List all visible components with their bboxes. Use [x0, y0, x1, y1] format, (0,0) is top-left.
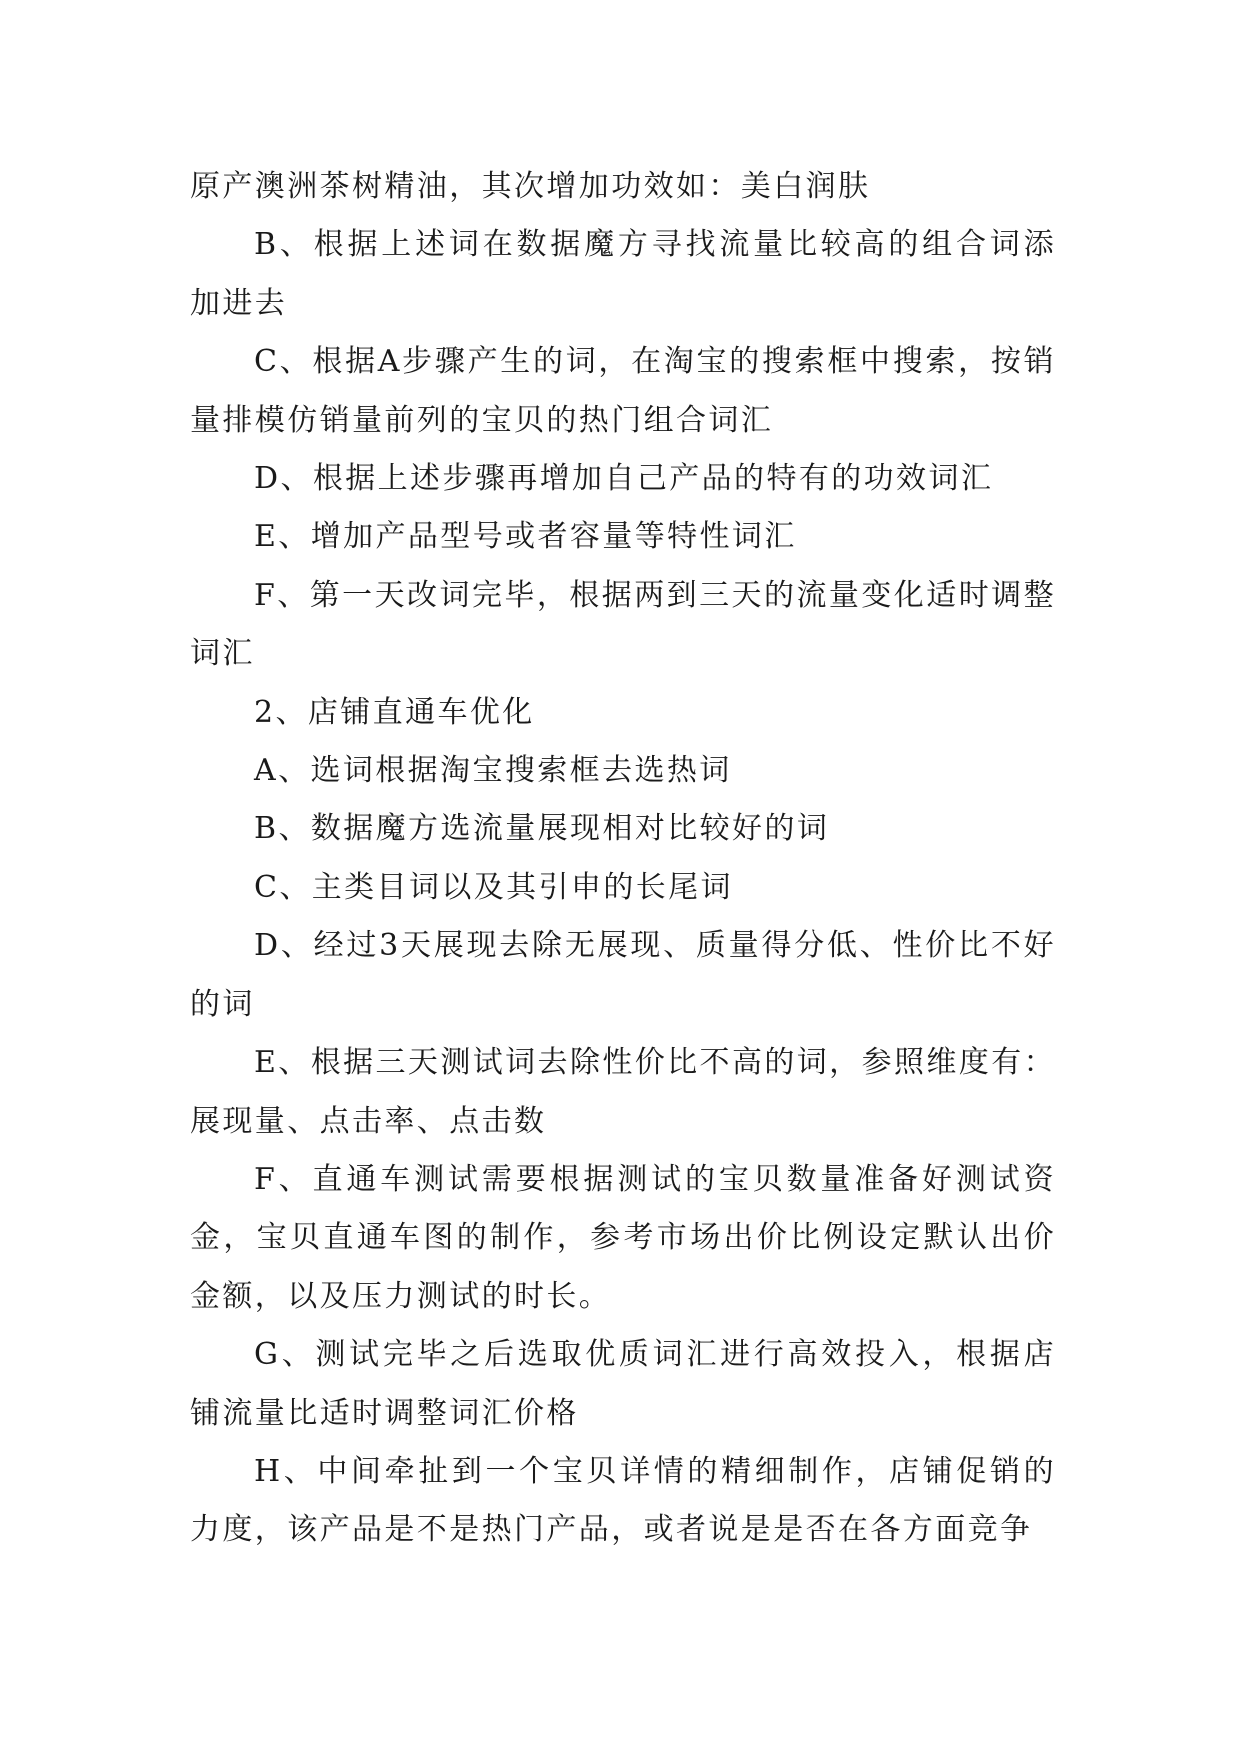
paragraph-car-f: F、直通车测试需要根据测试的宝贝数量准备好测试资金，宝贝直通车图的制作，参考市场出价比例设定默认出价金额，以及压力测试的时长。 [190, 1161, 1056, 1314]
paragraph-car-g: G、测试完毕之后选取优质词汇进行高效投入，根据店铺流量比适时调整词汇价格 [190, 1337, 1056, 1431]
document-body [190, 158, 1056, 1560]
paragraph-car-d: D、经过3天展现去除无展现、质量得分低、性价比不好的词 [190, 928, 1056, 1022]
paragraph-car-e: E、根据三天测试词去除性价比不高的词，参照维度有：展现量、点击率、点击数 [190, 1045, 1056, 1139]
paragraph-step-c: C、根据A步骤产生的词，在淘宝的搜索框中搜索，按销量排模仿销量前列的宝贝的热门组合词汇 [190, 344, 1056, 438]
paragraph-car-a: A、选词根据淘宝搜索框去选热词 [254, 753, 732, 789]
paragraph-step-f: F、第一天改词完毕，根据两到三天的流量变化适时调整词汇 [190, 577, 1056, 672]
section-heading: 2、店铺直通车优化 [254, 694, 535, 730]
paragraph-step-b: B、根据上述词在数据魔方寻找流量比较高的组合词添加进去 [190, 227, 1056, 321]
paragraph-car-c: C、主类目词以及其引申的长尾词 [254, 869, 733, 905]
paragraph-step-d: D、根据上述步骤再增加自己产品的特有的功效词汇 [254, 461, 994, 497]
paragraph-step-e: E、增加产品型号或者容量等特性词汇 [254, 519, 797, 555]
paragraph-continuation: 原产澳洲茶树精油，其次增加功效如：美白润肤 [190, 169, 871, 204]
paragraph-car-b: B、数据魔方选流量展现相对比较好的词 [254, 811, 830, 847]
paragraph-car-h: H、中间牵扯到一个宝贝详情的精细制作，店铺促销的力度，该产品是不是热门产品，或者说是是否在各方面竞争 [190, 1453, 1056, 1548]
